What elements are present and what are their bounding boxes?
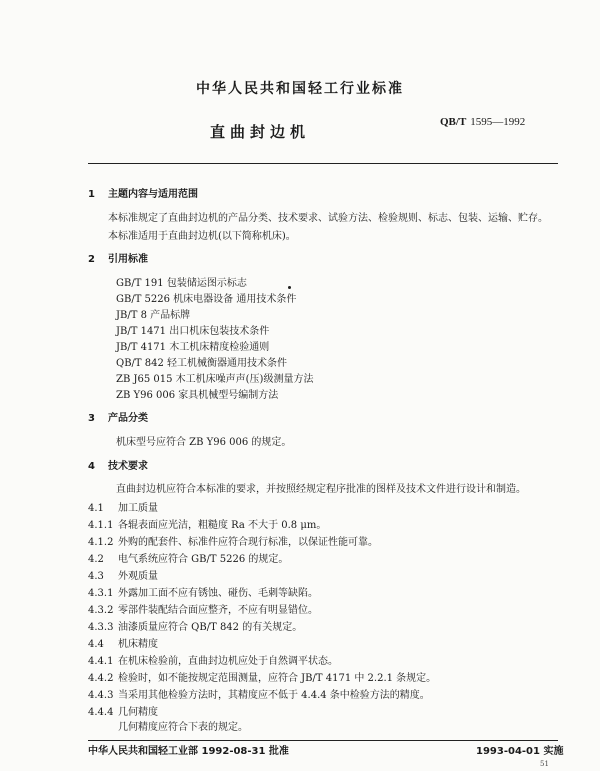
reference-item: JB/T 4171 木工机床精度检验通则 [116, 342, 270, 353]
clause-number: 4.4.2 [88, 673, 114, 684]
section-4-number: 4 [88, 461, 95, 472]
section-3-heading [88, 413, 148, 425]
clause-number: 4.4 [88, 639, 104, 650]
section-2-heading [88, 254, 148, 266]
standard-code [440, 116, 525, 128]
section-1-paragraph-2: 本标准适用于直曲封边机(以下简称机床)。 [108, 231, 296, 242]
footer-divider [88, 740, 558, 741]
issuing-organization: 中华人民共和国轻工行业标准 [196, 81, 404, 97]
clause-line [88, 588, 318, 600]
clause-number: 4.4.4 [88, 707, 114, 718]
clause-text: 检验时，如不能按规定范围测量，应符合 JB/T 4171 中 2.2.1 条规定。 [118, 673, 437, 684]
header-divider [88, 163, 558, 164]
document-title: 直曲封边机 [209, 123, 310, 141]
reference-item: GB/T 5226 机床电器设备 通用技术条件 [116, 294, 297, 305]
clause-line [88, 537, 378, 549]
clause-number: 4.1.2 [88, 537, 114, 548]
clause-text: 几何精度 [118, 707, 158, 718]
clause-number: 4.4.3 [88, 690, 114, 701]
stray-mark [288, 286, 291, 289]
clause-line [88, 690, 430, 702]
clause-text: 在机床检验前，直曲封边机应处于自然调平状态。 [118, 656, 338, 667]
approval-note: 中华人民共和国轻工业部 1992-08-31 批准 [88, 746, 289, 757]
section-3-paragraph: 机床型号应符合 ZB Y96 006 的规定。 [116, 437, 292, 448]
section-1-title: 主题内容与适用范围 [108, 189, 198, 200]
clause-number: 4.1.1 [88, 520, 114, 531]
clause-line [88, 707, 158, 719]
clause-text: 电气系统应符合 GB/T 5226 的规定。 [118, 554, 289, 565]
clause-line [88, 503, 158, 515]
clause-number: 4.2 [88, 554, 104, 565]
clause-line [88, 639, 158, 651]
section-3-title: 产品分类 [108, 413, 148, 424]
clause-line [88, 673, 436, 685]
standard-code-number: 1595—1992 [470, 116, 526, 128]
clause-text: 机床精度 [118, 639, 158, 650]
reference-item: GB/T 191 包装储运图示标志 [116, 278, 247, 289]
clause-line [88, 554, 288, 566]
section-1-heading [88, 189, 198, 201]
standard-code-prefix: QB/T [440, 116, 467, 128]
clause-line [88, 605, 318, 617]
section-4-heading [88, 461, 148, 473]
reference-item: ZB Y96 006 家具机械型号编制方法 [116, 390, 279, 401]
reference-item: ZB J65 015 木工机床噪声声(压)级测量方法 [116, 374, 314, 385]
section-3-number: 3 [88, 413, 95, 424]
clause-text: 加工质量 [118, 503, 158, 514]
clause-number: 4.3.1 [88, 588, 114, 599]
clause-text: 外露加工面不应有锈蚀、碰伤、毛刺等缺陷。 [118, 588, 318, 599]
clause-text: 零部件装配结合面应整齐，不应有明显错位。 [118, 605, 318, 616]
clause-text: 外购的配套件、标准件应符合现行标准，以保证性能可靠。 [118, 537, 378, 548]
reference-item: JB/T 8 产品标牌 [116, 310, 191, 321]
clause-number: 4.3 [88, 571, 104, 582]
clause-number: 4.4.1 [88, 656, 114, 667]
clause-number: 4.3.3 [88, 622, 114, 633]
section-4-paragraph: 直曲封边机应符合本标准的要求，并按照经规定程序批准的图样及技术文件进行设计和制造。 [116, 484, 526, 495]
clause-number: 4.3.2 [88, 605, 114, 616]
page-number: 51 [540, 760, 549, 768]
clause-line [88, 520, 326, 532]
section-1-paragraph-1: 本标准规定了直曲封边机的产品分类、技术要求、试验方法、检验规则、标志、包装、运输、贮存。 [108, 213, 548, 224]
clause-line [88, 622, 302, 634]
clause-text: 外观质量 [118, 571, 158, 582]
section-2-title: 引用标准 [108, 254, 148, 265]
reference-item: QB/T 842 轻工机械衡器通用技术条件 [116, 358, 288, 369]
clause-text: 油漆质量应符合 QB/T 842 的有关规定。 [118, 622, 303, 633]
clause-continuation: 几何精度应符合下表的规定。 [118, 722, 248, 733]
effective-date: 1993-04-01 实施 [476, 746, 564, 757]
clause-line [88, 656, 338, 668]
clause-text: 当采用其他检验方法时，其精度应不低于 4.4.4 条中检验方法的精度。 [118, 690, 430, 701]
clause-text: 各辊表面应光洁，粗糙度 Ra 不大于 0.8 μm。 [118, 520, 327, 531]
clause-number: 4.1 [88, 503, 104, 514]
reference-item: JB/T 1471 出口机床包装技术条件 [116, 326, 270, 337]
clause-line [88, 571, 158, 583]
section-4-title: 技术要求 [108, 461, 148, 472]
section-1-number: 1 [88, 189, 95, 200]
section-2-number: 2 [88, 254, 95, 265]
